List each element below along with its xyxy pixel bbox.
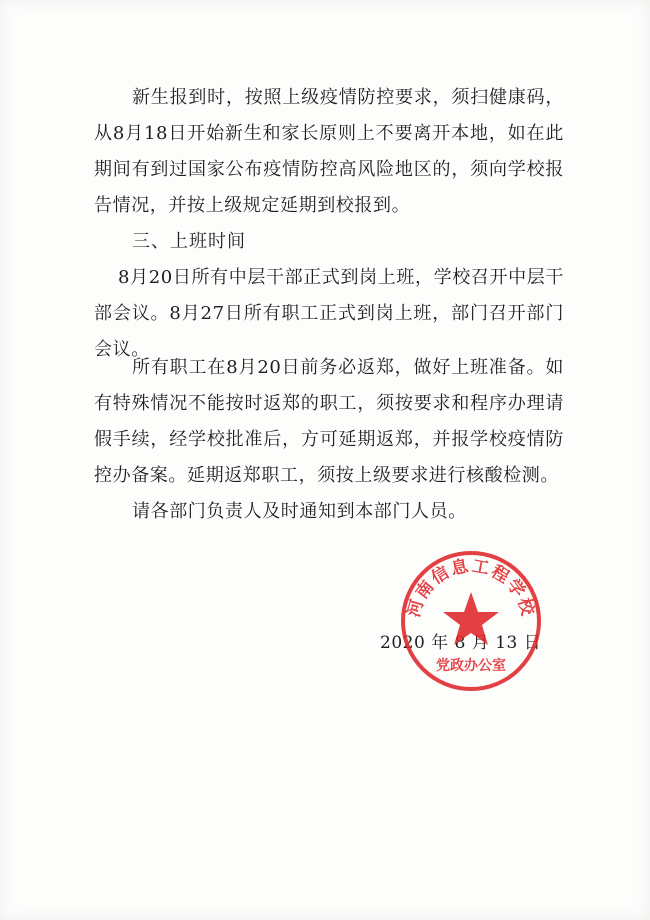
paragraph-notify-staff: 请各部门负责人及时通知到本部门人员。 xyxy=(132,501,467,522)
seal-outer-text: 河南信息工程学校 xyxy=(404,556,538,620)
seal-bottom-text: 党政办公室 xyxy=(436,658,506,674)
signature-date: 2020 年 8 月 13 日 xyxy=(380,633,542,653)
seal-star-icon xyxy=(443,592,499,645)
paragraph-return-requirements: 所有职工在8月20日前务必返郑，做好上班准备。如有特殊情况不能按时返郑的职工，须按要求和程序办理请假手续，经学校批准后，方可延期返郑，并报学校疫情防控办备案。延期返郑职工，须按上级要求进行核酸检测。 xyxy=(94,357,564,486)
paragraph-new-student-registration: 新生报到时，按照上级疫情防控要求，须扫健康码，从8月18日开始新生和家长原则上不要离开本地，如在此期间有到过国家公布疫情防控高风险地区的，须向学校报告情况，并按上级规定延期到校报到。 xyxy=(94,87,564,216)
paragraph-staff-start-dates: 8月20日所有中层干部正式到岗上班，学校召开中层干部会议。8月27日所有职工正式到岗上班，部门召开部门会议。 xyxy=(94,267,564,360)
section-heading-work-time: 三、上班时间 xyxy=(132,231,246,252)
official-seal xyxy=(398,548,544,694)
